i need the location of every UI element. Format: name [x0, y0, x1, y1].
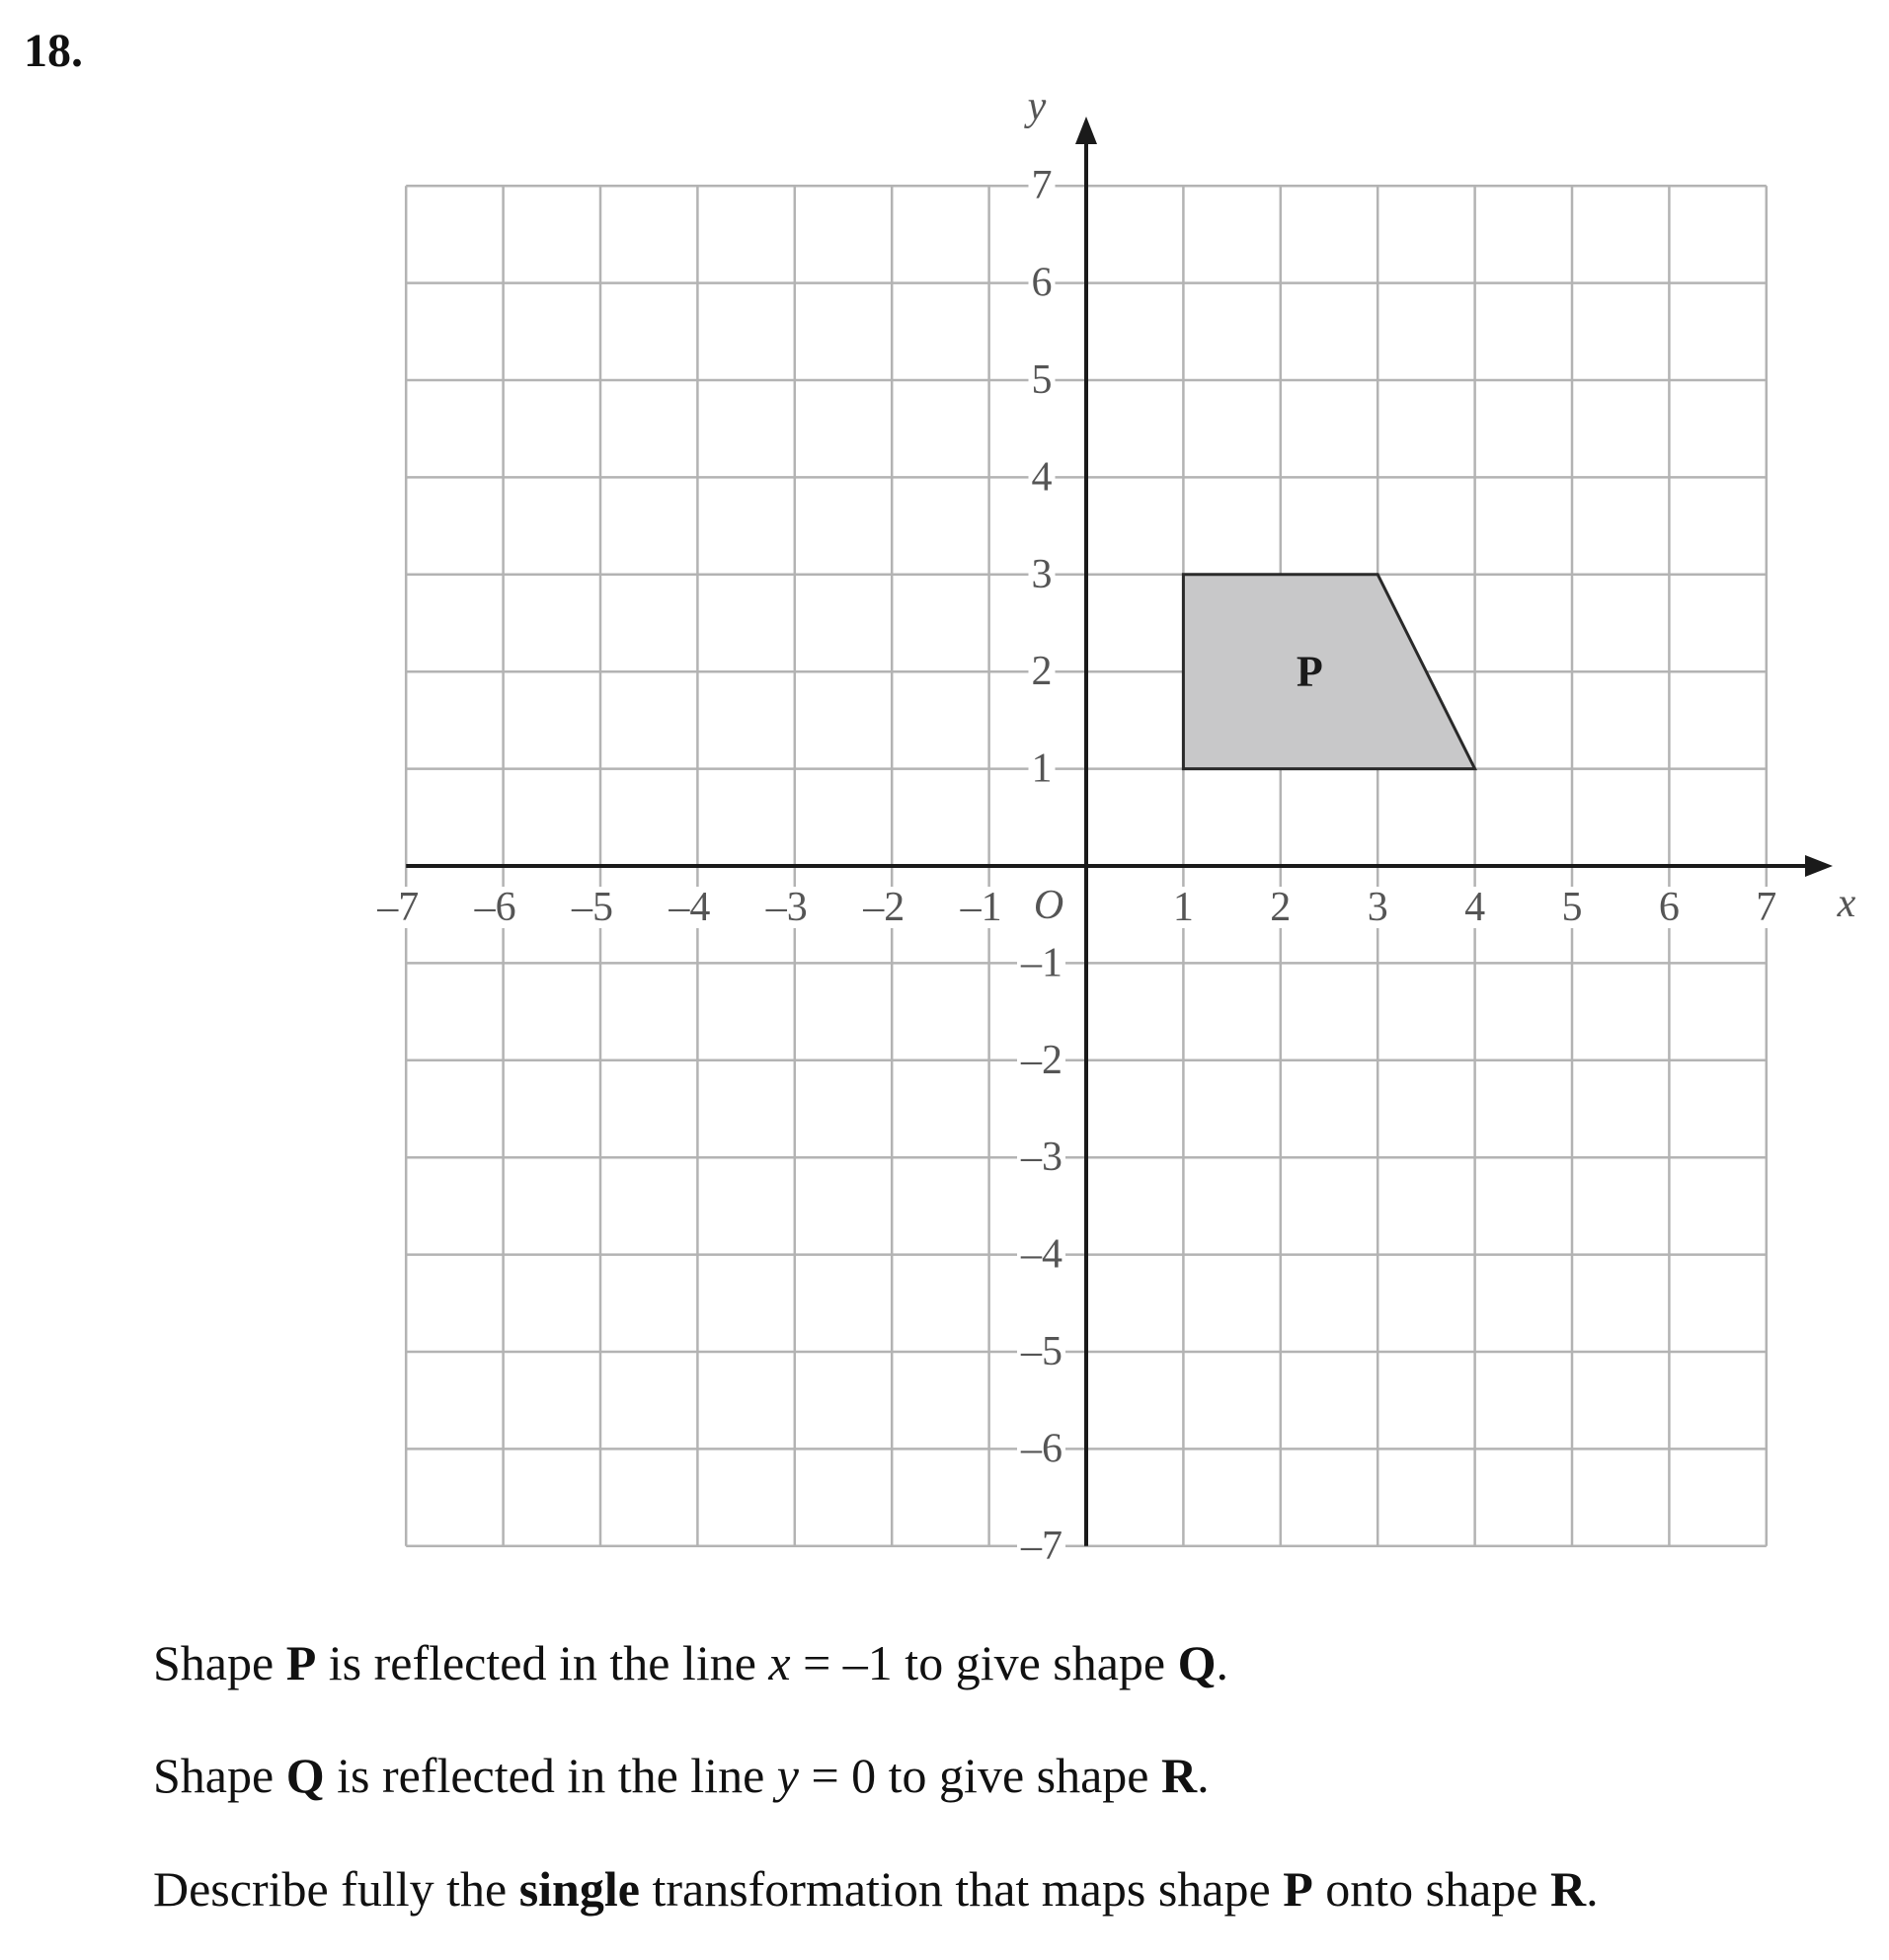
y-tick-label: 2 [1031, 649, 1053, 695]
y-tick-label: –5 [1021, 1329, 1063, 1374]
x-tick-label: –3 [765, 885, 808, 930]
y-tick-label: –6 [1021, 1426, 1063, 1472]
line3-text-c: transformation that maps shape [639, 1861, 1284, 1917]
question-prompt [153, 1862, 1599, 1917]
line2-variable-y: y [776, 1748, 799, 1803]
line1-period: . [1216, 1635, 1229, 1690]
line3-period: . [1586, 1861, 1599, 1917]
y-axis-arrowhead [1075, 117, 1097, 144]
line2-shape-r: R [1161, 1748, 1198, 1803]
line3-text-e: onto shape [1312, 1861, 1550, 1917]
x-axis-label: x [1837, 881, 1856, 926]
y-tick-label: 5 [1031, 357, 1053, 403]
y-tick-label: 6 [1031, 260, 1053, 306]
x-tick-label: 7 [1756, 885, 1777, 930]
line2-text-e: = 0 to give shape [798, 1748, 1161, 1803]
y-axis-label: y [1027, 84, 1047, 129]
y-tick-label: –2 [1021, 1037, 1063, 1083]
line3-shape-p: P [1283, 1861, 1313, 1917]
x-tick-labels [373, 885, 1779, 930]
y-tick-label: –4 [1021, 1231, 1063, 1278]
y-tick-label: 3 [1031, 551, 1053, 597]
line1-text-c: is reflected in the line [316, 1635, 769, 1690]
y-tick-label: 1 [1031, 745, 1053, 792]
line2-period: . [1197, 1748, 1210, 1803]
x-tick-label: –2 [863, 885, 905, 930]
question-number: 18. [24, 25, 83, 77]
origin-label: O [1033, 883, 1064, 928]
line2-shape-q: Q [285, 1748, 325, 1803]
x-tick-label: 1 [1172, 885, 1194, 930]
y-tick-label: 4 [1031, 454, 1053, 501]
question-statement-1 [153, 1636, 1228, 1690]
axes [406, 117, 1833, 1546]
line1-text-a: Shape [153, 1635, 286, 1690]
y-tick-label: –3 [1021, 1135, 1063, 1181]
line2-text-a: Shape [153, 1748, 286, 1803]
x-tick-label: –1 [960, 885, 1002, 930]
question-statement-2 [153, 1749, 1210, 1803]
line1-variable-x: x [768, 1635, 791, 1690]
x-tick-label: 4 [1464, 885, 1486, 930]
x-axis-arrowhead [1805, 855, 1833, 877]
x-tick-label: 2 [1270, 885, 1292, 930]
line3-keyword-single: single [518, 1861, 640, 1917]
y-tick-label: –1 [1021, 940, 1063, 986]
line3-shape-r: R [1549, 1861, 1587, 1917]
x-tick-label: 3 [1367, 885, 1388, 930]
y-tick-label: 7 [1031, 163, 1053, 209]
x-tick-label: 5 [1561, 885, 1583, 930]
line1-text-e: = –1 to give shape [790, 1635, 1178, 1690]
shape-p-label: P [1296, 647, 1323, 696]
x-tick-label: –7 [377, 885, 420, 930]
y-tick-label: –7 [1021, 1523, 1063, 1569]
x-tick-label: –4 [669, 885, 711, 930]
line1-shape-p: P [285, 1635, 317, 1690]
x-tick-label: –6 [474, 885, 516, 930]
line3-text-a: Describe fully the [153, 1861, 519, 1917]
line2-text-c: is reflected in the line [324, 1748, 777, 1803]
line1-shape-q: Q [1177, 1635, 1217, 1690]
x-tick-label: 6 [1658, 885, 1680, 930]
x-tick-label: –5 [572, 885, 613, 930]
